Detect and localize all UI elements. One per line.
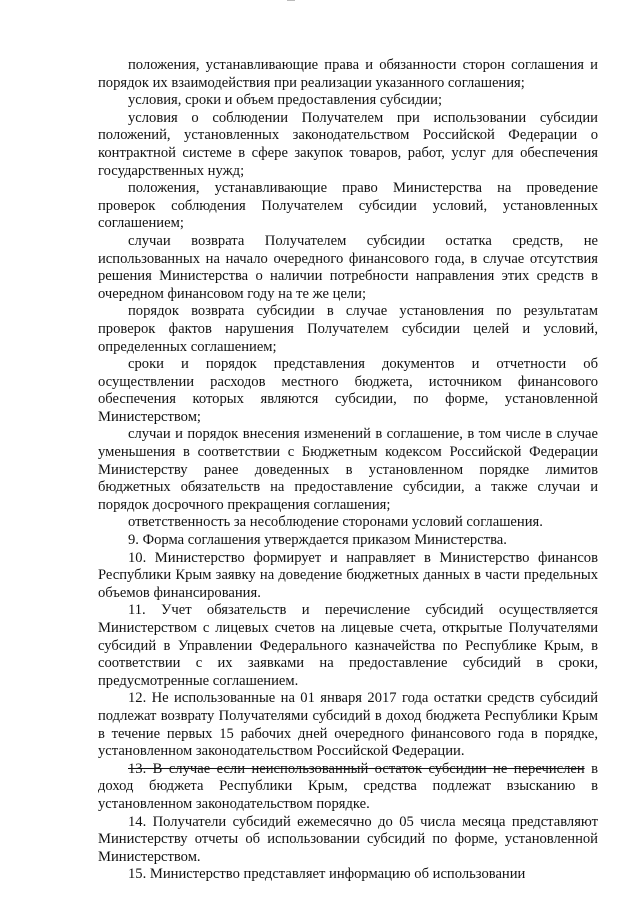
paragraph-13-rest: в доход бюджета Республики Крым, средства подлежат взысканию в установленном законодательством порядке. <box>98 760 599 812</box>
scan-mark <box>287 0 295 4</box>
paragraph: положения, устанавливающие права и обязанности сторон соглашения и порядок их взаимодействия при реализации указанного соглашения; <box>98 57 598 91</box>
paragraph: положения, устанавливающие право Министерства на проведение проверок соблюдения Получателем субсидии условий, установленных соглашением; <box>98 180 598 232</box>
document-body <box>98 57 598 884</box>
paragraph: условия, сроки и объем предоставления субсидии; <box>128 92 443 109</box>
paragraph: случаи и порядок внесения изменений в соглашение, в том числе в случае уменьшения в соответствии с Бюджетным кодексом Российской Федерации Министерству ранее доведенных в установленном порядке лимитов бюджетных обязательств на предоставление субсидии, а также случаи и порядок досрочного прекращения соглашения; <box>98 426 598 513</box>
paragraph: 14. Получатели субсидий ежемесячно до 05 числа месяца представляют Министерству отчеты об использовании субсидий по форме, установленной Министерством. <box>98 813 598 865</box>
paragraph: сроки и порядок представления документов и отчетности об осуществлении расходов местного бюджета, источником финансового обеспечения которых являются субсидии, по форме, установленной Министерством; <box>98 356 598 425</box>
paragraph: 9. Форма соглашения утверждается приказом Министерства. <box>128 532 507 549</box>
paragraph-13 <box>98 761 598 814</box>
paragraph: 10. Министерство формирует и направляет в Министерство финансов Республики Крым заявку на доведение бюджетных данных в части предельных объемов финансирования. <box>98 549 598 601</box>
paragraph: 15. Министерство представляет информацию об использовании <box>128 866 526 883</box>
paragraph: условия о соблюдении Получателем при использовании субсидии положений, установленных законодательством Российской Федерации о контрактной системе в сфере закупок товаров, работ, услуг для обеспечения государственных нужд; <box>98 109 598 179</box>
paragraph: 12. Не использованные на 01 января 2017 года остатки средств субсидий подлежат возврату Получателями субсидий в доход бюджета Республики Крым в течение первых 15 рабочих дней очередного финансового года в порядке, установленном законодательством Российской Федерации. <box>98 690 598 760</box>
paragraph: ответственность за несоблюдение сторонами условий соглашения. <box>128 514 543 531</box>
paragraph: случаи возврата Получателем субсидии остатка средств, не использованных на начало очередного финансового года, в случае отсутствия решения Министерства о наличии потребности направления этих средств в очередном финансовом году на те же цели; <box>98 232 598 302</box>
paragraph: 11. Учет обязательств и перечисление субсидий осуществляется Министерством с лицевых счетов на лицевые счета, открытые Получателями субсидий в Управлении Федерального казначейства по Республике Крым, в соответствии с их заявками на предоставление субсидий в сроки, предусмотренные соглашением. <box>98 602 598 689</box>
paragraph: порядок возврата субсидии в случае установления по результатам проверок фактов нарушения Получателем субсидии целей и условий, определенных соглашением; <box>98 303 598 355</box>
struck-text: 13. В случае если неиспользованный остаток субсидии не перечислен <box>128 760 585 777</box>
